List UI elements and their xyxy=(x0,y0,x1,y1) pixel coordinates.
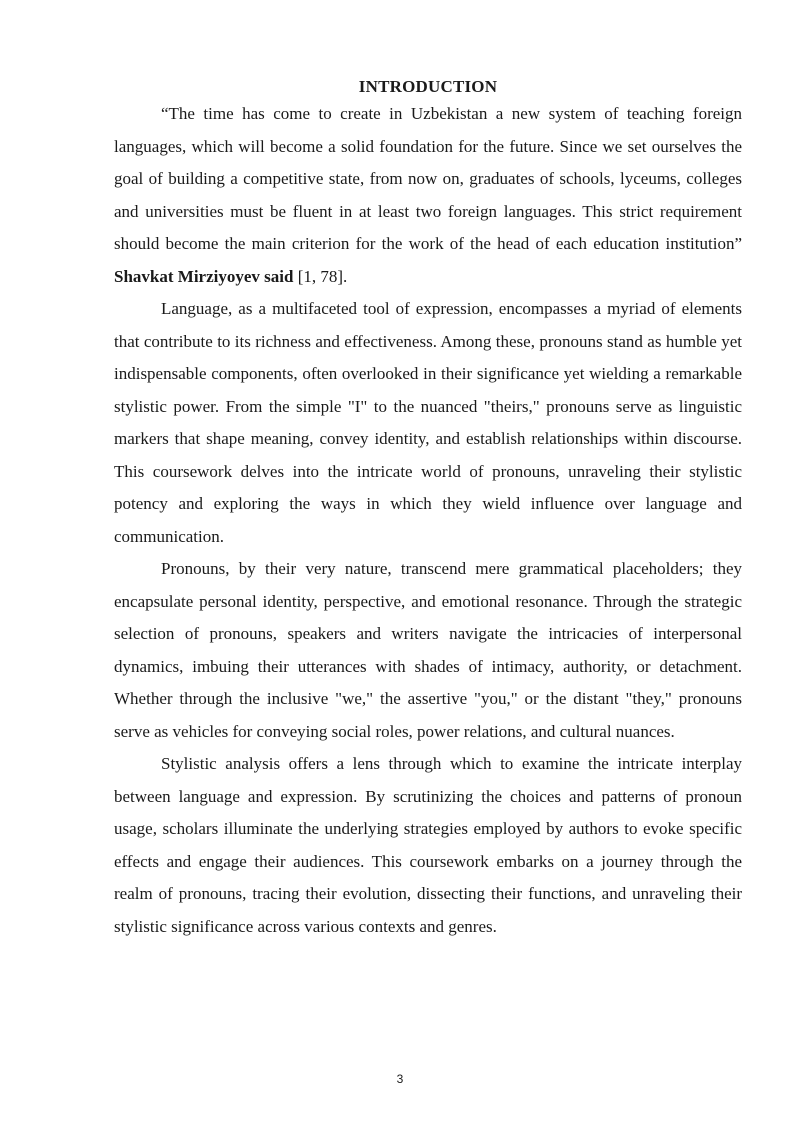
document-page xyxy=(114,76,742,943)
paragraph-pronouns-nature: Pronouns, by their very nature, transcend mere grammatical placeholders; they encapsulate personal identity, perspective, and emotional resonance. Through the strategic selection of pronouns, speakers and writers navigate the intricacies of interpersonal dynamics, imbuing their utterances with shades of intimacy, authority, or detachment. Whether through the inclusive "we," the assertive "you," or the distant "they," pronouns serve as vehicles for conveying social roles, power relations, and cultural nuances. xyxy=(114,559,742,741)
paragraph-language: Language, as a multifaceted tool of expression, encompasses a myriad of elements that contribute to its richness and effectiveness. Among these, pronouns stand as humble yet indispensable components, often overlooked in their significance yet wielding a remarkable stylistic power. From the simple "I" to the nuanced "theirs," pronouns serve as linguistic markers that shape meaning, convey identity, and establish relationships within discourse. This coursework delves into the intricate world of pronouns, unraveling their stylistic potency and exploring the ways in which they wield influence over language and communication. xyxy=(114,299,742,546)
quote-attribution: Shavkat Mirziyoyev said xyxy=(114,266,294,286)
paragraph-quote xyxy=(114,98,742,293)
citation-reference: [1, 78]. xyxy=(293,266,348,286)
quote-text: “The time has come to create in Uzbekistan a new system of teaching foreign languages, which will become a solid foundation for the future. Since we set ourselves the goal of building a competitive state, from now on, graduates of schools, lyceums, colleges and universities must be fluent in at least two foreign languages. This strict requirement should become the main criterion for the work of the head of each education institution” xyxy=(114,104,742,253)
paragraph-stylistic-analysis: Stylistic analysis offers a lens through which to examine the intricate interplay between language and expression. By scrutinizing the choices and patterns of pronoun usage, scholars illuminate the underlying strategies employed by authors to evoke specific effects and engage their audiences. This coursework embarks on a journey through the realm of pronouns, tracing their evolution, dissecting their functions, and unraveling their stylistic significance across various contexts and genres. xyxy=(114,754,742,936)
page-number: 3 xyxy=(396,1072,404,1086)
section-title: INTRODUCTION xyxy=(358,77,498,96)
